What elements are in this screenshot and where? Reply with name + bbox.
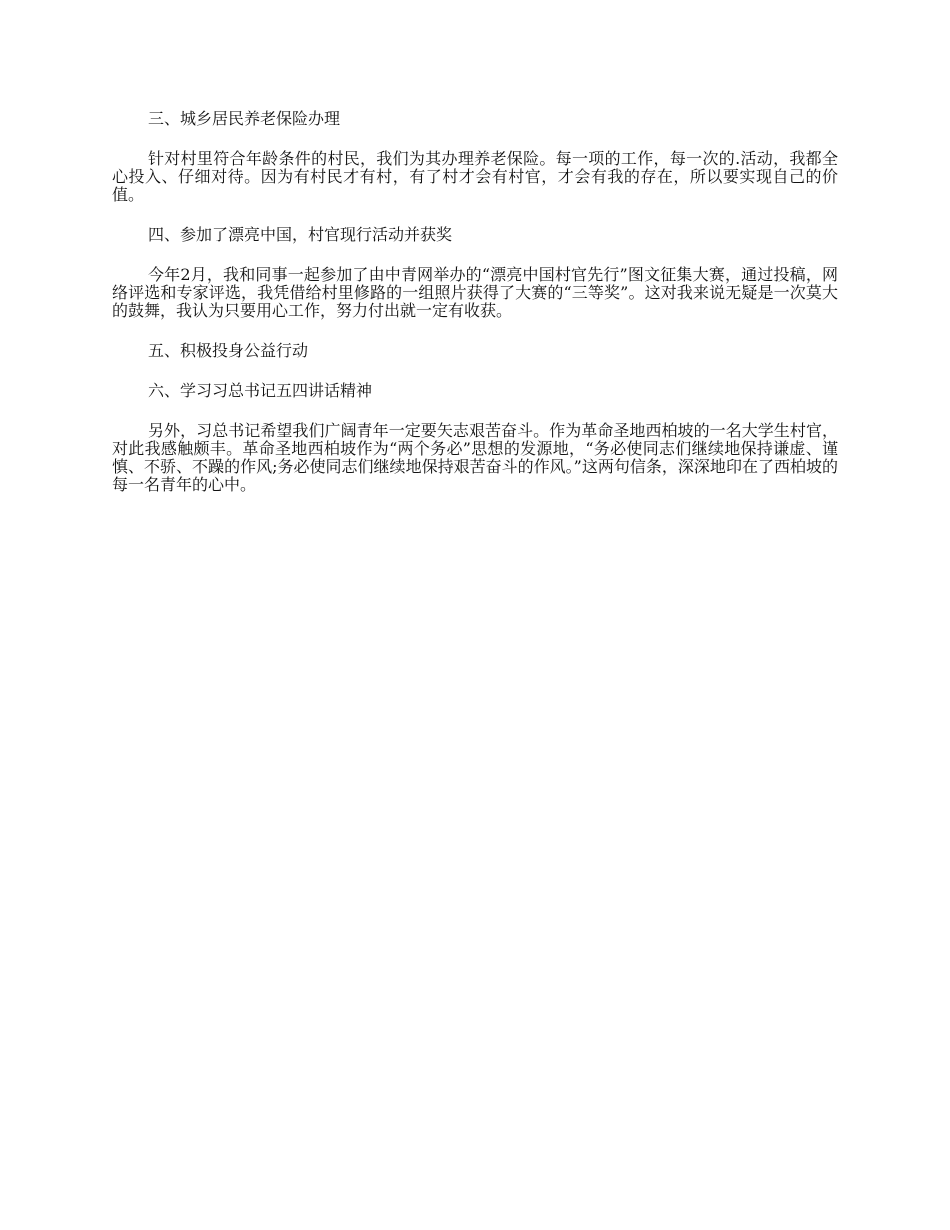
paragraph-pension: 针对村里符合年龄条件的村民，我们为其办理养老保险。每一项的工作，每一次的.活动，我都全心投入、仔细对待。因为有村民才有村，有了村才会有村官，才会有我的存在，所以要实现自己的价值。 [112, 149, 838, 204]
paragraph-speech-study: 另外，习总书记希望我们广阔青年一定要矢志艰苦奋斗。作为革命圣地西柏坡的一名大学生村官，对此我感触颇丰。革命圣地西柏坡作为“两个务必”思想的发源地，“务必使同志们继续地保持谦虚、谨慎、不骄、不躁的作风;务必使同志们继续地保持艰苦奋斗的作风。”这两句信条，深深地印在了西柏坡的每一名青年的心中。 [112, 421, 838, 494]
section-heading-award: 四、参加了漂亮中国，村官现行活动并获奖 [148, 225, 453, 244]
section-heading-public-welfare: 五、积极投身公益行动 [148, 341, 309, 360]
section-heading-pension: 三、城乡居民养老保险办理 [148, 109, 341, 128]
paragraph-award: 今年2月，我和同事一起参加了由中青网举办的“漂亮中国村官先行”图文征集大赛，通过投稿，网络评选和专家评选，我凭借给村里修路的一组照片获得了大赛的“三等奖”。这对我来说无疑是一次莫大的鼓舞，我认为只要用心工作，努力付出就一定有收获。 [112, 265, 838, 320]
document-body [112, 110, 838, 494]
section-heading-speech-study: 六、学习习总书记五四讲话精神 [148, 381, 373, 400]
